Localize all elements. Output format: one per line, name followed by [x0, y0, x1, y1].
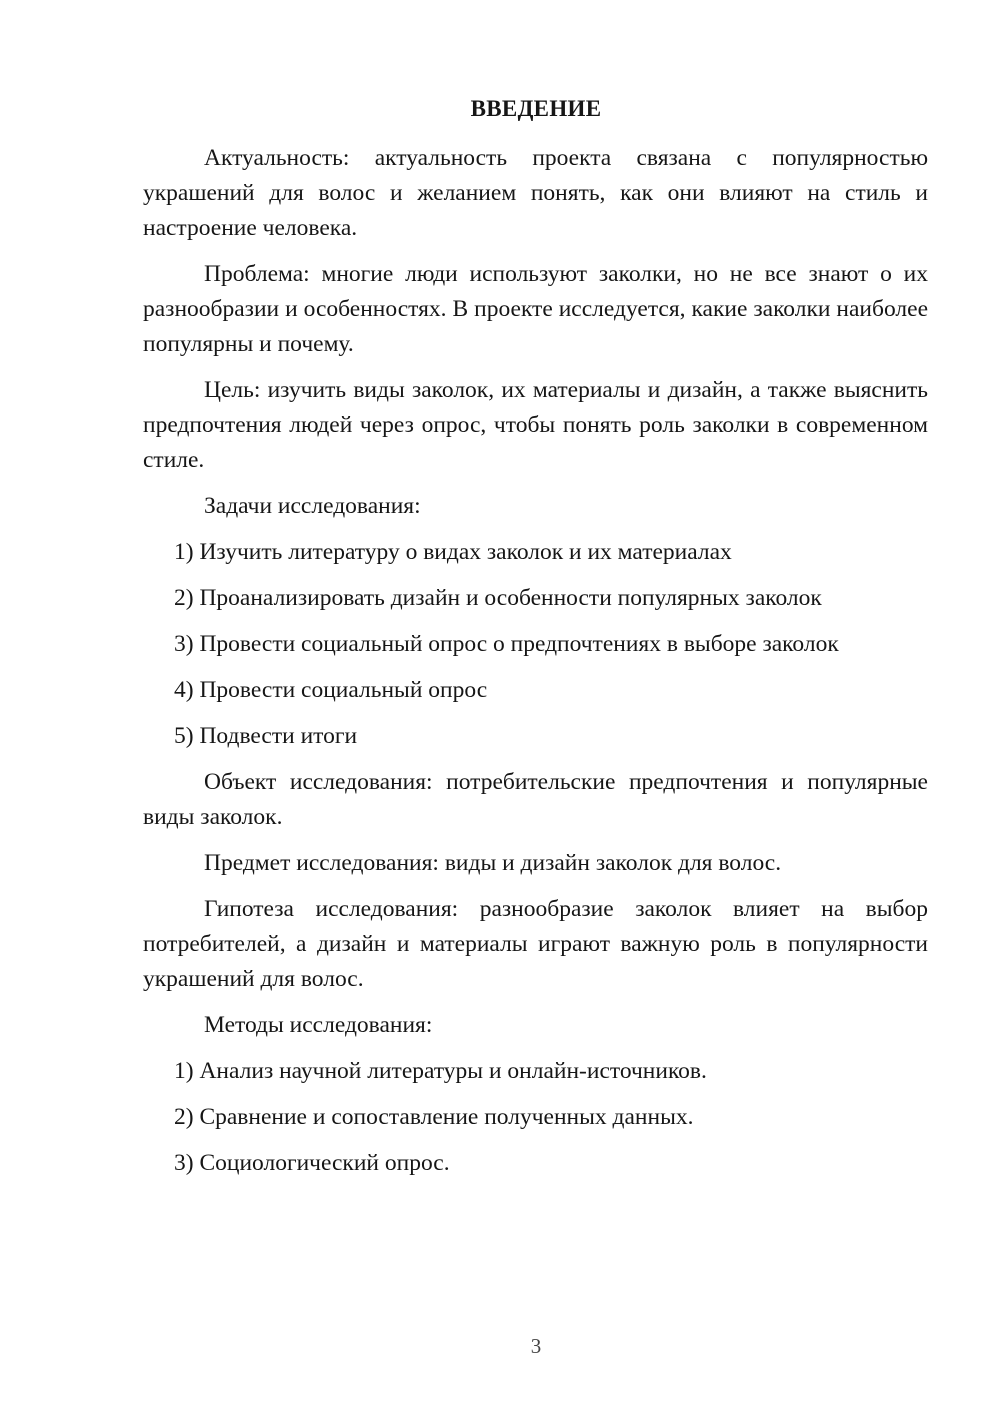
problem-paragraph: Проблема: многие люди используют заколки, но не все знают о их разнообразии и особенностях. В проекте исследуется, какие заколки наиболее популярны и почему.	[143, 261, 928, 357]
task-item: 2) Проанализировать дизайн и особенности популярных заколок	[174, 585, 822, 611]
task-item: 1) Изучить литературу о видах заколок и их материалах	[174, 539, 732, 565]
tasks-heading: Задачи исследования:	[204, 493, 421, 519]
relevance-paragraph: Актуальность: актуальность проекта связана с популярностью украшений для волос и желанием понять, как они влияют на стиль и настроение человека.	[143, 145, 928, 241]
page-number: 3	[530, 1334, 542, 1358]
task-item: 4) Провести социальный опрос	[174, 677, 488, 703]
method-item: 3) Социологический опрос.	[174, 1150, 450, 1176]
task-item: 3) Провести социальный опрос о предпочтениях в выборе заколок	[174, 631, 839, 657]
method-item: 2) Сравнение и сопоставление полученных данных.	[174, 1104, 694, 1130]
hypothesis-paragraph: Гипотеза исследования: разнообразие заколок влияет на выбор потребителей, а дизайн и материалы играют важную роль в популярности украшений для волос.	[143, 896, 928, 992]
document-body	[143, 141, 928, 1192]
subject-paragraph: Предмет исследования: виды и дизайн заколок для волос.	[204, 850, 782, 876]
section-title: ВВЕДЕНИЕ	[470, 96, 602, 121]
object-paragraph: Объект исследования: потребительские предпочтения и популярные виды заколок.	[143, 769, 928, 830]
task-item: 5) Подвести итоги	[174, 723, 358, 749]
goal-paragraph: Цель: изучить виды заколок, их материалы и дизайн, а также выяснить предпочтения людей через опрос, чтобы понять роль заколки в современном стиле.	[143, 377, 928, 473]
method-item: 1) Анализ научной литературы и онлайн-источников.	[174, 1058, 707, 1084]
methods-heading: Методы исследования:	[204, 1012, 433, 1038]
